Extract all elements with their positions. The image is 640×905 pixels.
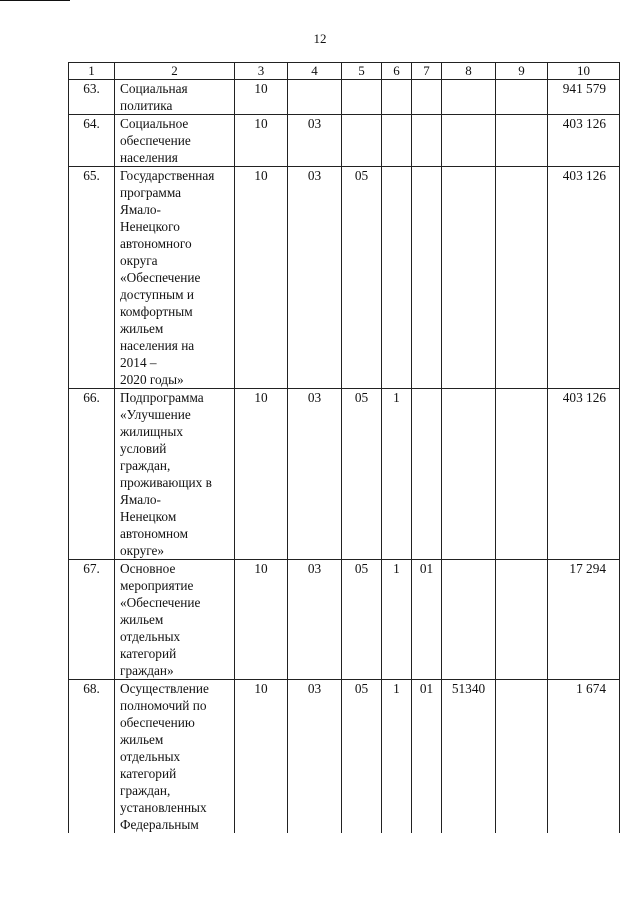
cell-col-3: 10 [235,167,288,389]
column-header: 4 [288,63,342,80]
table-header-row [69,63,620,80]
cell-col-5 [342,115,382,167]
table-row [69,80,620,115]
row-amount: 17 294 [548,560,620,680]
cell-col-4: 03 [288,167,342,389]
row-amount: 403 126 [548,389,620,560]
column-header: 7 [412,63,442,80]
cell-col-3: 10 [235,80,288,115]
cell-col-5: 05 [342,680,382,834]
row-number: 64. [69,115,115,167]
row-amount: 941 579 [548,80,620,115]
cell-col-8 [442,167,496,389]
cell-col-9 [496,680,548,834]
cell-col-9 [496,167,548,389]
row-name: Социальное обеспечение населения [115,115,235,167]
column-header: 5 [342,63,382,80]
cell-col-9 [496,80,548,115]
page-number: 12 [313,31,327,46]
column-header: 1 [69,63,115,80]
cell-col-8: 51340 [442,680,496,834]
row-amount: 403 126 [548,167,620,389]
cell-col-7 [412,115,442,167]
cell-col-8 [442,389,496,560]
table-row [69,389,620,560]
cell-col-5: 05 [342,389,382,560]
cell-col-7 [412,80,442,115]
cell-col-7 [412,389,442,560]
cell-col-8 [442,115,496,167]
cell-col-6: 1 [382,389,412,560]
cell-col-9 [496,560,548,680]
cell-col-5 [342,80,382,115]
top-rule [0,0,70,1]
cell-col-8 [442,80,496,115]
cell-col-6: 1 [382,680,412,834]
cell-col-7: 01 [412,680,442,834]
column-header: 6 [382,63,412,80]
row-amount: 1 674 [548,680,620,834]
row-number: 68. [69,680,115,834]
cell-col-4: 03 [288,680,342,834]
row-name: Осуществление полномочий по обеспечению жильем отдельных категорий граждан, установленных Федеральным [115,680,235,834]
cell-col-8 [442,560,496,680]
column-header: 2 [115,63,235,80]
cell-col-4 [288,80,342,115]
column-header: 10 [548,63,620,80]
budget-table [68,62,620,833]
cell-col-4: 03 [288,389,342,560]
cell-col-5: 05 [342,560,382,680]
cell-col-6 [382,167,412,389]
table-row [69,115,620,167]
column-header: 9 [496,63,548,80]
cell-col-4: 03 [288,115,342,167]
cell-col-3: 10 [235,560,288,680]
table-row [69,167,620,389]
cell-col-6 [382,115,412,167]
cell-col-5: 05 [342,167,382,389]
cell-col-3: 10 [235,115,288,167]
cell-col-7: 01 [412,560,442,680]
row-number: 65. [69,167,115,389]
row-amount: 403 126 [548,115,620,167]
cell-col-3: 10 [235,389,288,560]
cell-col-6 [382,80,412,115]
row-name: Социальная политика [115,80,235,115]
row-name: Основное мероприятие «Обеспечение жильем отдельных категорий граждан» [115,560,235,680]
cell-col-9 [496,389,548,560]
row-number: 66. [69,389,115,560]
cell-col-9 [496,115,548,167]
row-number: 63. [69,80,115,115]
cell-col-7 [412,167,442,389]
row-name: Государственная программа Ямало- Ненецкого автономного округа «Обеспечение доступным и комфортным жильем населения на 2014 – 2020 годы» [115,167,235,389]
cell-col-4: 03 [288,560,342,680]
cell-col-6: 1 [382,560,412,680]
row-number: 67. [69,560,115,680]
column-header: 3 [235,63,288,80]
column-header: 8 [442,63,496,80]
row-name: Подпрограмма «Улучшение жилищных условий граждан, проживающих в Ямало- Ненецком автономном округе» [115,389,235,560]
table-row [69,680,620,834]
table-row [69,560,620,680]
cell-col-3: 10 [235,680,288,834]
